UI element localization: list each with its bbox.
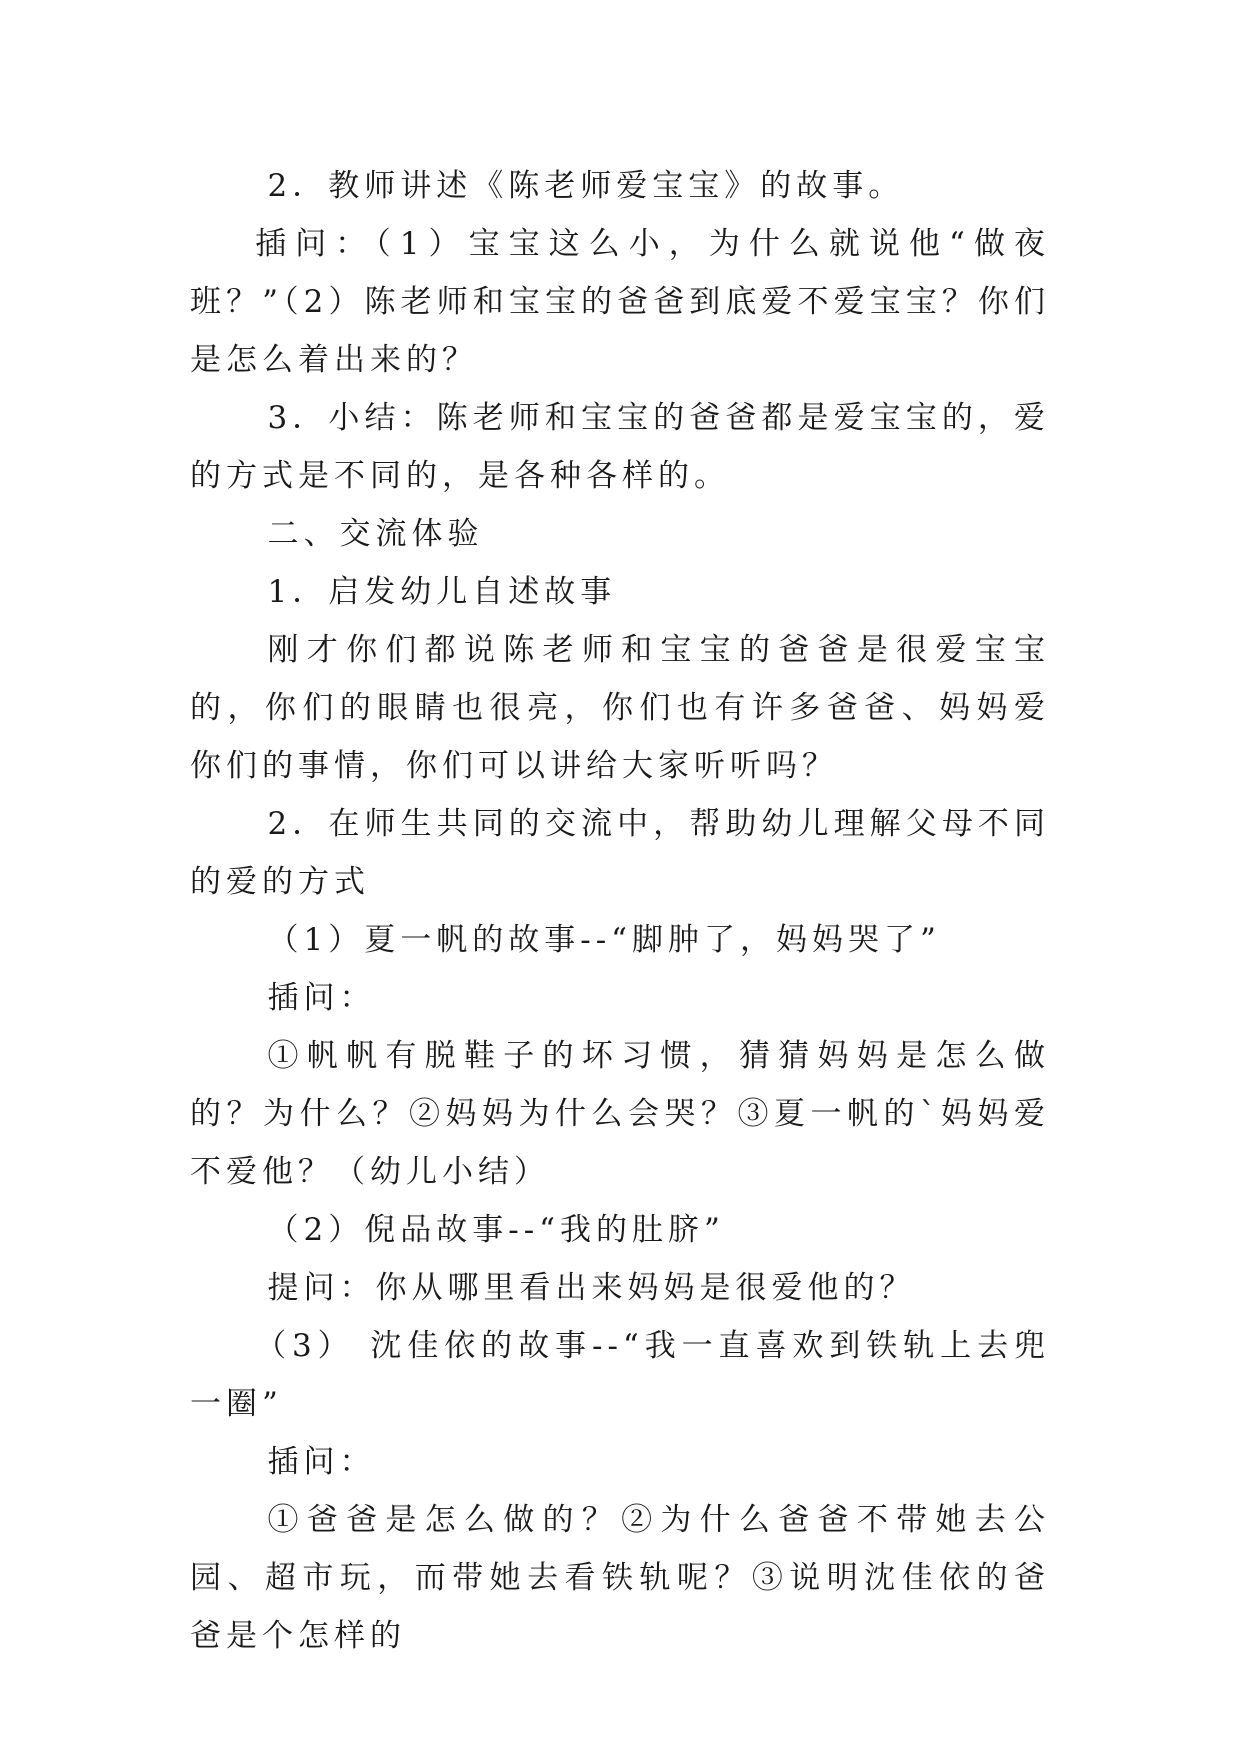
paragraph-self-narration: 1．启发幼儿自述故事 [267, 574, 617, 610]
paragraph-story-telling: 2．教师讲述《陈老师爱宝宝》的故事。 [267, 168, 905, 204]
paragraph-story-shen-jiayi: （3） 沈佳依的故事--“我一直喜欢到铁轨上去兜一圈” [190, 1328, 1050, 1422]
paragraph-questions-label-2: 插问： [267, 1444, 376, 1480]
paragraph-questions-label-1: 插问： [267, 980, 376, 1016]
paragraph-questions-shen-jiayi: ①爸爸是怎么做的？②为什么爸爸不带她去公园、超市玩，而带她去看铁轨呢？③说明沈佳依的爸爸是个怎样的 [190, 1502, 1050, 1654]
paragraph-questions-xia-yifan: ①帆帆有脱鞋子的坏习惯，猜猜妈妈是怎么做的？为什么？②妈妈为什么会哭？③夏一帆的`妈妈爱不爱他？（幼儿小结） [190, 1038, 1050, 1190]
paragraph-teacher-prompt: 刚才你们都说陈老师和宝宝的爸爸是很爱宝宝的，你们的眼睛也很亮，你们也有许多爸爸、妈妈爱你们的事情，你们可以讲给大家听听吗？ [190, 632, 1050, 784]
paragraph-understanding-love: 2．在师生共同的交流中，帮助幼儿理解父母不同的爱的方式 [190, 806, 1050, 900]
paragraph-story-ni-pin: （2）倪品故事--“我的肚脐” [267, 1212, 725, 1248]
section-heading-exchange: 二、交流体验 [267, 516, 484, 552]
paragraph-interjected-questions: 插问：（1）宝宝这么小，为什么就说他“做夜班？”（2）陈老师和宝宝的爸爸到底爱不爱宝宝？你们是怎么着出来的？ [190, 226, 1050, 378]
paragraph-question-ni-pin: 提问：你从哪里看出来妈妈是很爱他的？ [267, 1270, 916, 1306]
document-body [190, 157, 1050, 1665]
paragraph-summary: 3．小结：陈老师和宝宝的爸爸都是爱宝宝的，爱的方式是不同的，是各种各样的。 [190, 400, 1050, 494]
paragraph-story-xia-yifan: （1）夏一帆的故事--“脚肿了，妈妈哭了” [267, 922, 941, 958]
